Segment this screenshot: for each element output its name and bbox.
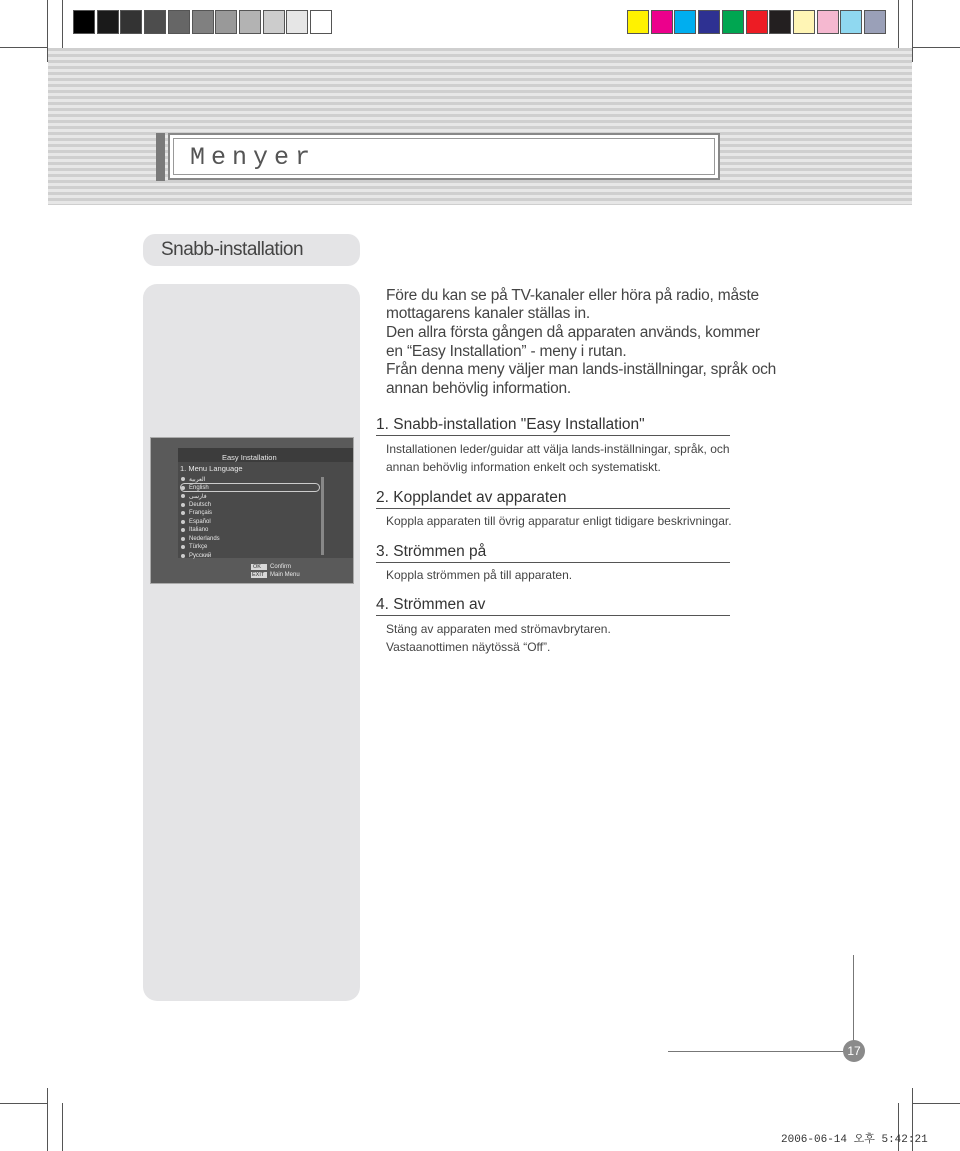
gray-swatch (310, 10, 332, 34)
gray-swatch (97, 10, 119, 34)
intro-line: Den allra första gången då apparaten används, kommer (386, 324, 760, 341)
step-3-title: 3. Strömmen på (376, 543, 487, 560)
tv-ok-key-label: OK (253, 563, 261, 570)
tv-language-item: Deutsch (189, 501, 212, 508)
crop-mark (0, 1103, 48, 1104)
tv-title: Easy Installation (222, 453, 277, 462)
tv-language-bullet-icon (181, 537, 185, 541)
tv-language-item: English (189, 484, 209, 491)
crop-mark (912, 0, 913, 62)
tv-language-item: Français (189, 510, 213, 516)
title-accent-bar (156, 133, 165, 181)
step-1-text: annan behövlig information enkelt och systematiskt. (386, 460, 661, 474)
color-swatch (627, 10, 649, 34)
gray-swatch (239, 10, 261, 34)
crop-mark (47, 1088, 48, 1151)
step-divider (376, 615, 730, 616)
color-swatch (817, 10, 839, 34)
gray-swatch (192, 10, 214, 34)
tv-language-item: Español (189, 518, 211, 525)
intro-line: mottagarens kanaler ställas in. (386, 305, 591, 322)
gray-swatch (286, 10, 308, 34)
step-divider (376, 562, 730, 563)
tv-exit-label: Main Menu (270, 572, 300, 578)
step-3-text: Koppla strömmen på till apparaten. (386, 568, 573, 582)
tv-language-item: Türkçe (189, 544, 208, 550)
tv-exit-key-label: EXIT (252, 571, 265, 578)
tv-subtitle: 1. Menu Language (180, 464, 243, 473)
crop-mark (62, 1103, 63, 1151)
print-timestamp: 2006-06-14 오후 5:42:21 (781, 1134, 928, 1146)
intro-line: annan behövlig information. (386, 380, 572, 397)
step-4-text: Stäng av apparaten med strömavbrytaren. (386, 622, 611, 636)
tv-language-bullet-icon (181, 486, 185, 490)
tv-language-bullet-icon (181, 554, 185, 558)
intro-line: Före du kan se på TV-kanaler eller höra på radio, måste (386, 287, 759, 304)
color-swatch (698, 10, 720, 34)
step-divider (376, 508, 730, 509)
crop-mark (898, 0, 899, 48)
crop-mark (0, 47, 48, 48)
tv-language-item: Русский (189, 552, 212, 559)
gray-swatch (144, 10, 166, 34)
intro-line: en “Easy Installation” - meny i rutan. (386, 343, 627, 360)
gray-swatch (215, 10, 237, 34)
tv-language-item: Italiano (189, 527, 209, 533)
tv-ok-label: Confirm (270, 564, 292, 570)
side-panel (143, 284, 360, 1001)
tv-language-bullet-icon (181, 520, 185, 524)
step-4-text: Vastaanottimen näytössä “Off”. (386, 640, 551, 654)
gray-swatch (120, 10, 142, 34)
step-divider (376, 435, 730, 436)
step-1-title: 1. Snabb-installation "Easy Installation" (376, 416, 645, 433)
color-swatch (722, 10, 744, 34)
section-title: Snabb-installation (161, 239, 304, 260)
crop-mark (62, 0, 63, 48)
color-swatch (746, 10, 768, 34)
header-band (48, 48, 912, 205)
tv-language-bullet-icon (181, 528, 185, 532)
gray-swatch (73, 10, 95, 34)
color-swatch (674, 10, 696, 34)
page-number: 17 (843, 1040, 865, 1062)
tv-scrollbar (321, 477, 324, 555)
color-swatch (769, 10, 791, 34)
tv-language-bullet-icon (181, 477, 185, 481)
step-2-title: 2. Kopplandet av apparaten (376, 489, 567, 506)
tv-language-bullet-icon (181, 545, 185, 549)
page-title: Menyer (190, 143, 317, 172)
crop-mark (912, 1103, 960, 1104)
color-swatch (864, 10, 886, 34)
gray-swatch (263, 10, 285, 34)
page-number-stem (853, 955, 854, 1041)
intro-line: Från denna meny väljer man lands-inställningar, språk och (386, 361, 777, 378)
step-1-text: Installationen leder/guidar att välja lands-inställningar, språk, och (386, 442, 730, 456)
tv-language-bullet-icon (181, 511, 185, 515)
color-swatch (840, 10, 862, 34)
step-2-text: Koppla apparaten till övrig apparatur enligt tidigare beskrivningar. (386, 514, 732, 528)
color-swatch (651, 10, 673, 34)
tv-language-bullet-icon (181, 503, 185, 507)
tv-language-item: العربية (189, 477, 206, 483)
tv-language-bullet-icon (181, 494, 185, 498)
gray-swatch (168, 10, 190, 34)
step-4-title: 4. Strömmen av (376, 596, 486, 613)
tv-language-item: فارسی (189, 494, 207, 500)
crop-mark (912, 47, 960, 48)
tv-language-item: Nederlands (189, 535, 220, 542)
page-number-rule (668, 1051, 844, 1052)
color-swatch (793, 10, 815, 34)
